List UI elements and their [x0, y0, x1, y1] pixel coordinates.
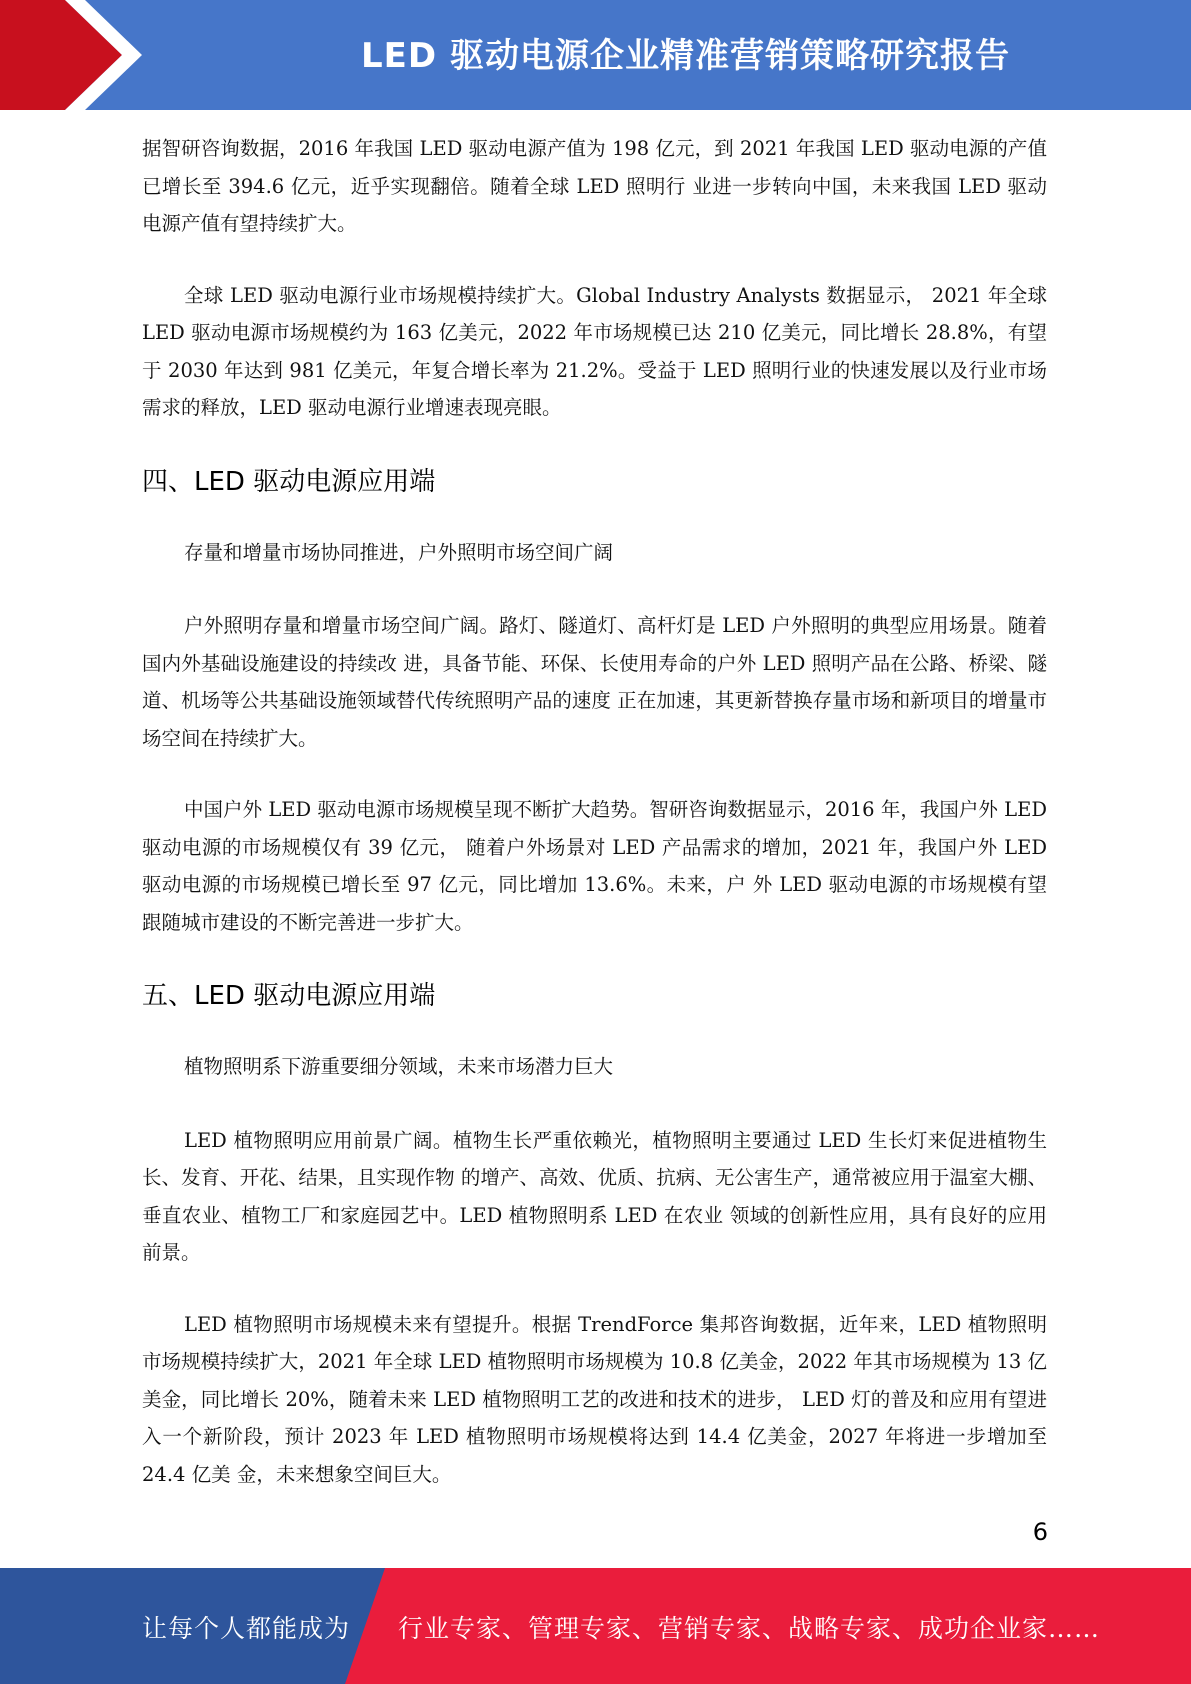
section-4-heading: 四、LED 驱动电源应用端 — [142, 466, 436, 497]
section-5-paragraph-2: LED 植物照明市场规模未来有望提升。根据 TrendForce 集邦咨询数据，近年来，LED 植物照明市场规模持续扩大，2021 年全球 LED 植物照明市场规模为 10.8 亿美金，2022 年其市场规模为 13 亿美金，同比增长 20%，随着未来 LED 植物照明工艺的改进和技术的进步， LED 灯的普及和应用有望进入一个新阶段，预计 2023 年 LED 植物照明市场规模将达到 14.4 亿美金，2027 年将进一步增加至 24.4 亿美 金，未来想象空间巨大。 — [142, 1312, 1047, 1486]
page-header — [0, 0, 1191, 110]
section-4-subheading: 存量和增量市场协同推进，户外照明市场空间广阔 — [184, 540, 614, 564]
section-5-paragraph-1: LED 植物照明应用前景广阔。植物生长严重依赖光，植物照明主要通过 LED 生长灯来促进植物生长、发育、开花、结果，且实现作物 的增产、高效、优质、抗病、无公害生产，通常被应用于温室大棚、垂直农业、植物工厂和家庭园艺中。LED 植物照明系 LED 在农业 领域的创新性应用，具有良好的应用前景。 — [142, 1128, 1047, 1264]
section-4-paragraph-1: 户外照明存量和增量市场空间广阔。路灯、隧道灯、高杆灯是 LED 户外照明的典型应用场景。随着国内外基础设施建设的持续改 进，具备节能、环保、长使用寿命的户外 LED 照明产品在公路、桥梁、隧道、机场等公共基础设施领域替代传统照明产品的速度 正在加速，其更新替换存量市场和新项目的增量市场空间在持续扩大。 — [142, 614, 1047, 750]
section-5-heading: 五、LED 驱动电源应用端 — [142, 981, 436, 1011]
paragraph-intro-1: 据智研咨询数据，2016 年我国 LED 驱动电源产值为 198 亿元，到 2021 年我国 LED 驱动电源的产值已增长至 394.6 亿元，近乎实现翻倍。随着全球 LED 照明行 业进一步转向中国，未来我国 LED 驱动电源产值有望持续扩大。 — [142, 137, 1047, 235]
document-body — [142, 130, 1047, 1527]
page-number: 6 — [1032, 1518, 1048, 1546]
footer-slogan-right: 行业专家、管理专家、营销专家、战略专家、成功企业家…… — [398, 1614, 1101, 1643]
page-footer — [0, 1568, 1191, 1684]
footer-slogan-left: 让每个人都能成为 — [142, 1614, 351, 1643]
section-4-paragraph-2: 中国户外 LED 驱动电源市场规模呈现不断扩大趋势。智研咨询数据显示，2016 年，我国户外 LED 驱动电源的市场规模仅有 39 亿元， 随着户外场景对 LED 产品需求的增加，2021 年，我国户外 LED 驱动电源的市场规模已增长至 97 亿元，同比增加 13.6%。未来，户 外 LED 驱动电源的市场规模有望跟随城市建设的不断完善进一步扩大。 — [142, 798, 1047, 934]
report-title: LED 驱动电源企业精准营销策略研究报告 — [361, 36, 1010, 76]
section-5-subheading: 植物照明系下游重要细分领域，未来市场潜力巨大 — [184, 1055, 614, 1078]
paragraph-intro-2: 全球 LED 驱动电源行业市场规模持续扩大。Global Industry Analysts 数据显示， 2021 年全球 LED 驱动电源市场规模约为 163 亿美元，2022 年市场规模已达 210 亿美元，同比增长 28.8%，有望于 2030 年达到 981 亿美元，年复合增长率为 21.2%。受益于 LED 照明行业的快速发展以及行业市场需求的释放，LED 驱动电源行业增速表现亮眼。 — [142, 283, 1047, 419]
chevron-logo-icon — [0, 0, 160, 110]
